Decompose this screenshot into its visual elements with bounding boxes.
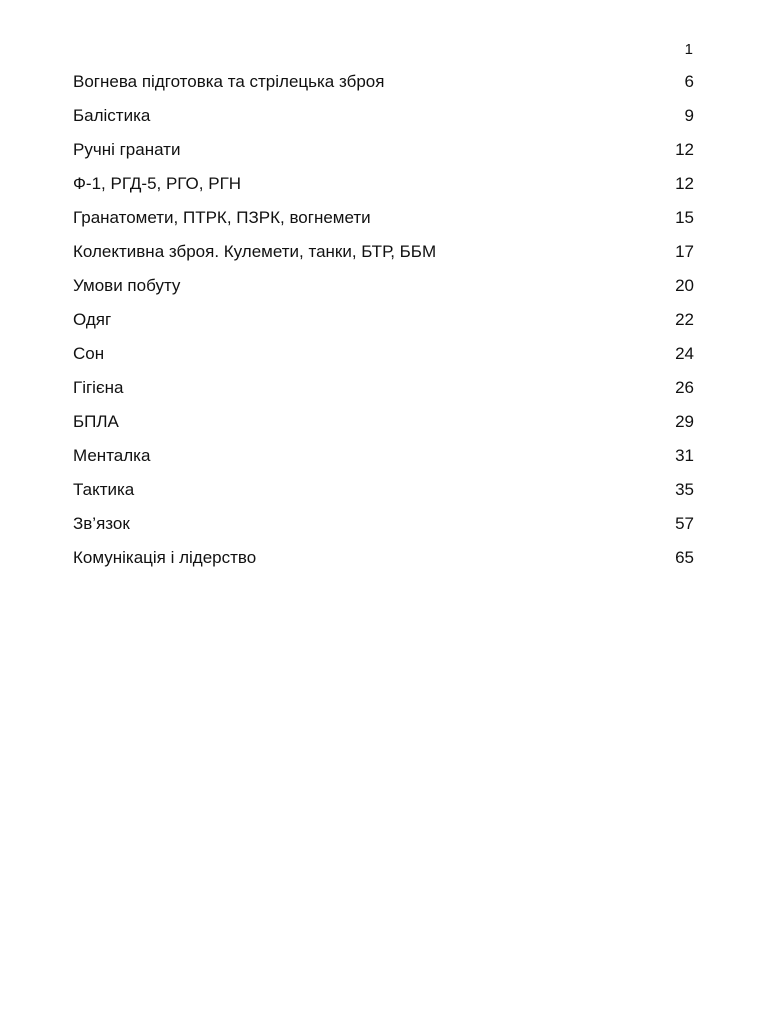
toc-entry-title: Гранатомети, ПТРК, ПЗРК, вогнемети xyxy=(73,208,371,227)
toc-entry-page: 24 xyxy=(675,344,694,363)
toc-entry xyxy=(73,206,694,240)
toc-entry-page: 9 xyxy=(684,106,694,125)
toc-entry xyxy=(73,308,694,342)
toc-entry xyxy=(73,138,694,172)
toc-entry xyxy=(73,376,694,410)
toc-entry xyxy=(73,172,694,206)
toc-entry-title: Гігієна xyxy=(73,378,124,397)
toc-entry xyxy=(73,410,694,444)
toc-entry xyxy=(73,274,694,308)
toc-entry-page: 15 xyxy=(675,208,694,227)
toc-entry-page: 20 xyxy=(675,276,694,295)
toc-entry-page: 26 xyxy=(675,378,694,397)
toc-entry-page: 65 xyxy=(675,548,694,567)
toc-entry-title: Сон xyxy=(73,344,105,363)
toc-entry-title: БПЛА xyxy=(73,412,119,431)
toc-entry-title: Ручні гранати xyxy=(73,140,181,159)
toc-entry-title: Балістика xyxy=(73,106,151,125)
toc-entry-page: 22 xyxy=(675,310,694,329)
toc-entry-title: Ф-1, РГД-5, РГО, РГН xyxy=(73,174,242,193)
toc-entry xyxy=(73,70,694,104)
table-of-contents xyxy=(73,70,694,580)
toc-entry-title: Зв’язок xyxy=(73,514,130,533)
toc-entry-page: 29 xyxy=(675,412,694,431)
toc-entry xyxy=(73,342,694,376)
toc-entry xyxy=(73,546,694,580)
toc-entry-page: 17 xyxy=(675,242,694,261)
toc-entry-title: Умови побуту xyxy=(73,276,181,295)
toc-entry-title: Тактика xyxy=(73,480,135,499)
toc-entry-page: 6 xyxy=(684,72,694,91)
toc-entry-page: 35 xyxy=(675,480,694,499)
toc-entry-title: Менталка xyxy=(73,446,151,465)
toc-entry xyxy=(73,240,694,274)
toc-entry-page: 12 xyxy=(675,174,694,193)
toc-entry xyxy=(73,444,694,478)
toc-entry-title: Комунікація і лідерство xyxy=(73,548,257,567)
toc-entry xyxy=(73,512,694,546)
toc-entry-title: Колективна зброя. Кулемети, танки, БТР, ББМ xyxy=(73,242,437,261)
toc-entry xyxy=(73,104,694,138)
page-number: 1 xyxy=(684,41,693,58)
toc-entry xyxy=(73,478,694,512)
toc-entry-title: Вогнева підготовка та стрілецька зброя xyxy=(73,72,385,91)
toc-entry-title: Одяг xyxy=(73,310,112,329)
toc-entry-page: 12 xyxy=(675,140,694,159)
toc-entry-page: 57 xyxy=(675,514,694,533)
toc-entry-page: 31 xyxy=(675,446,694,465)
